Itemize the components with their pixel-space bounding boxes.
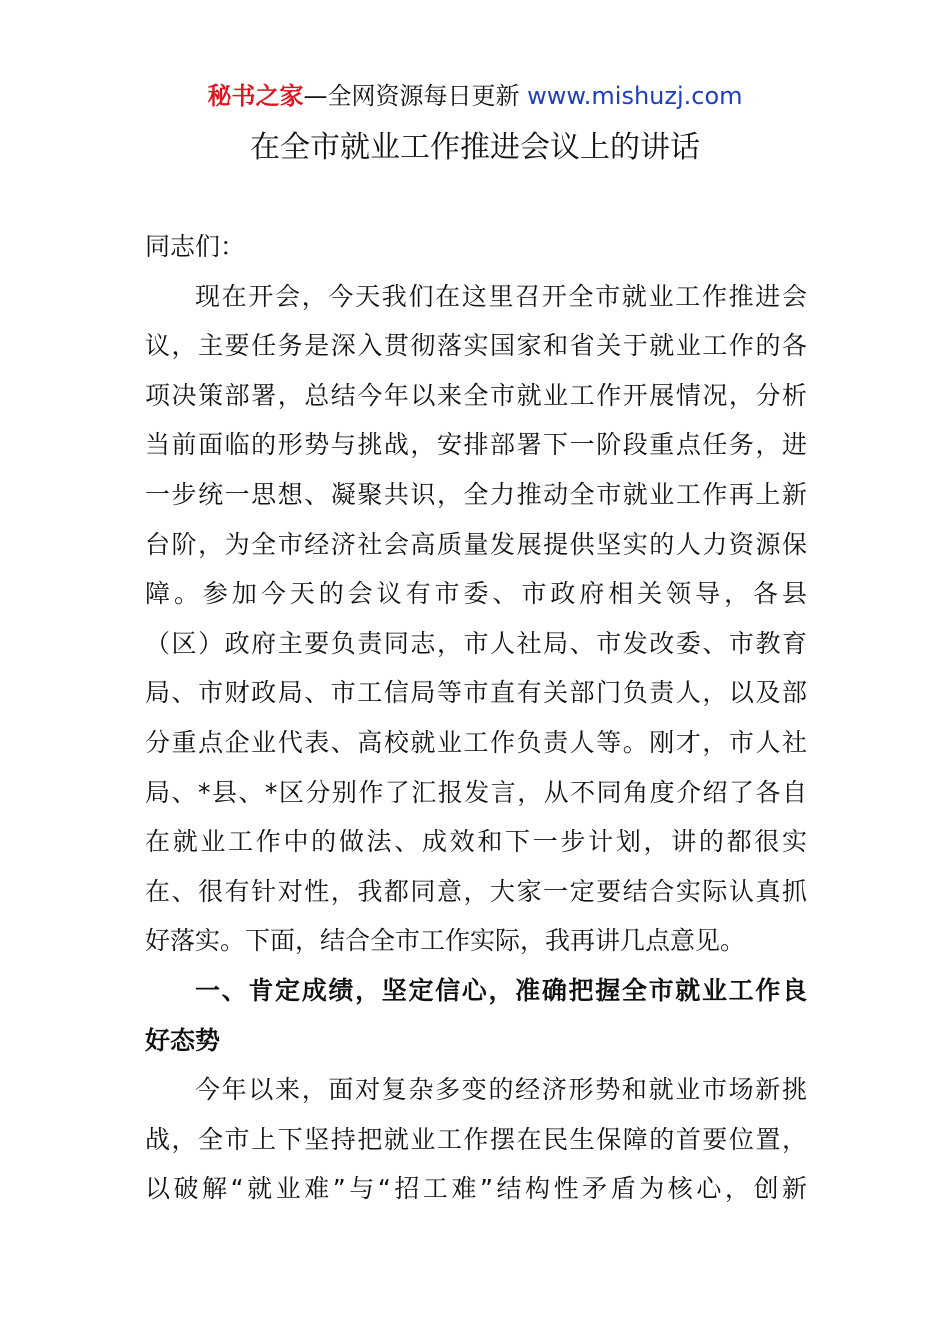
- paragraph-line: 在就业工作中的做法、成效和下一步计划，讲的都很实: [145, 827, 807, 857]
- paragraph-line: 以破解“就业难”与“招工难”结构性矛盾为核心，创新: [145, 1174, 807, 1204]
- paragraph-line: 当前面临的形势与挑战，安排部署下一阶段重点任务，进: [145, 430, 807, 460]
- paragraph-line: 在、很有针对性，我都同意，大家一定要结合实际认真抓: [145, 876, 807, 906]
- site-url-link[interactable]: www.mishuzj.com: [527, 82, 743, 110]
- site-brand: 秘书之家: [207, 82, 304, 110]
- paragraph-line: 一步统一思想、凝聚共识，全力推动全市就业工作再上新: [145, 479, 807, 509]
- section-heading: 一、肯定成绩，坚定信心，准确把握全市就业工作良: [195, 975, 807, 1005]
- site-tagline: —全网资源每日更新: [303, 82, 520, 110]
- paragraph-line: 局、市财政局、市工信局等市直有关部门负责人，以及部: [145, 678, 807, 708]
- paragraph-line: 局、*县、*区分别作了汇报发言，从不同角度介绍了各自: [145, 777, 807, 807]
- paragraph-line: 台阶，为全市经济社会高质量发展提供坚实的人力资源保: [145, 529, 807, 559]
- paragraph-line: （区）政府主要负责同志，市人社局、市发改委、市教育: [145, 628, 807, 658]
- site-header: [0, 80, 950, 112]
- document-body: [145, 222, 807, 1214]
- paragraph-line: 议，主要任务是深入贯彻落实国家和省关于就业工作的各: [145, 331, 807, 361]
- salutation: 同志们：: [145, 232, 246, 261]
- section-heading: 好态势: [145, 1025, 221, 1055]
- paragraph-line: 好落实。下面，结合全市工作实际，我再讲几点意见。: [145, 926, 746, 956]
- paragraph-line: 项决策部署，总结今年以来全市就业工作开展情况，分析: [145, 380, 807, 410]
- paragraph-line: 今年以来，面对复杂多变的经济形势和就业市场新挑: [195, 1075, 807, 1105]
- paragraph-line: 障。参加今天的会议有市委、市政府相关领导，各县: [145, 579, 807, 609]
- paragraph-line: 战，全市上下坚持把就业工作摆在民生保障的首要位置，: [145, 1124, 807, 1154]
- paragraph-line: 分重点企业代表、高校就业工作负责人等。刚才，市人社: [145, 727, 807, 757]
- document-title: 在全市就业工作推进会议上的讲话: [250, 130, 700, 165]
- paragraph-line: 现在开会，今天我们在这里召开全市就业工作推进会: [195, 281, 807, 311]
